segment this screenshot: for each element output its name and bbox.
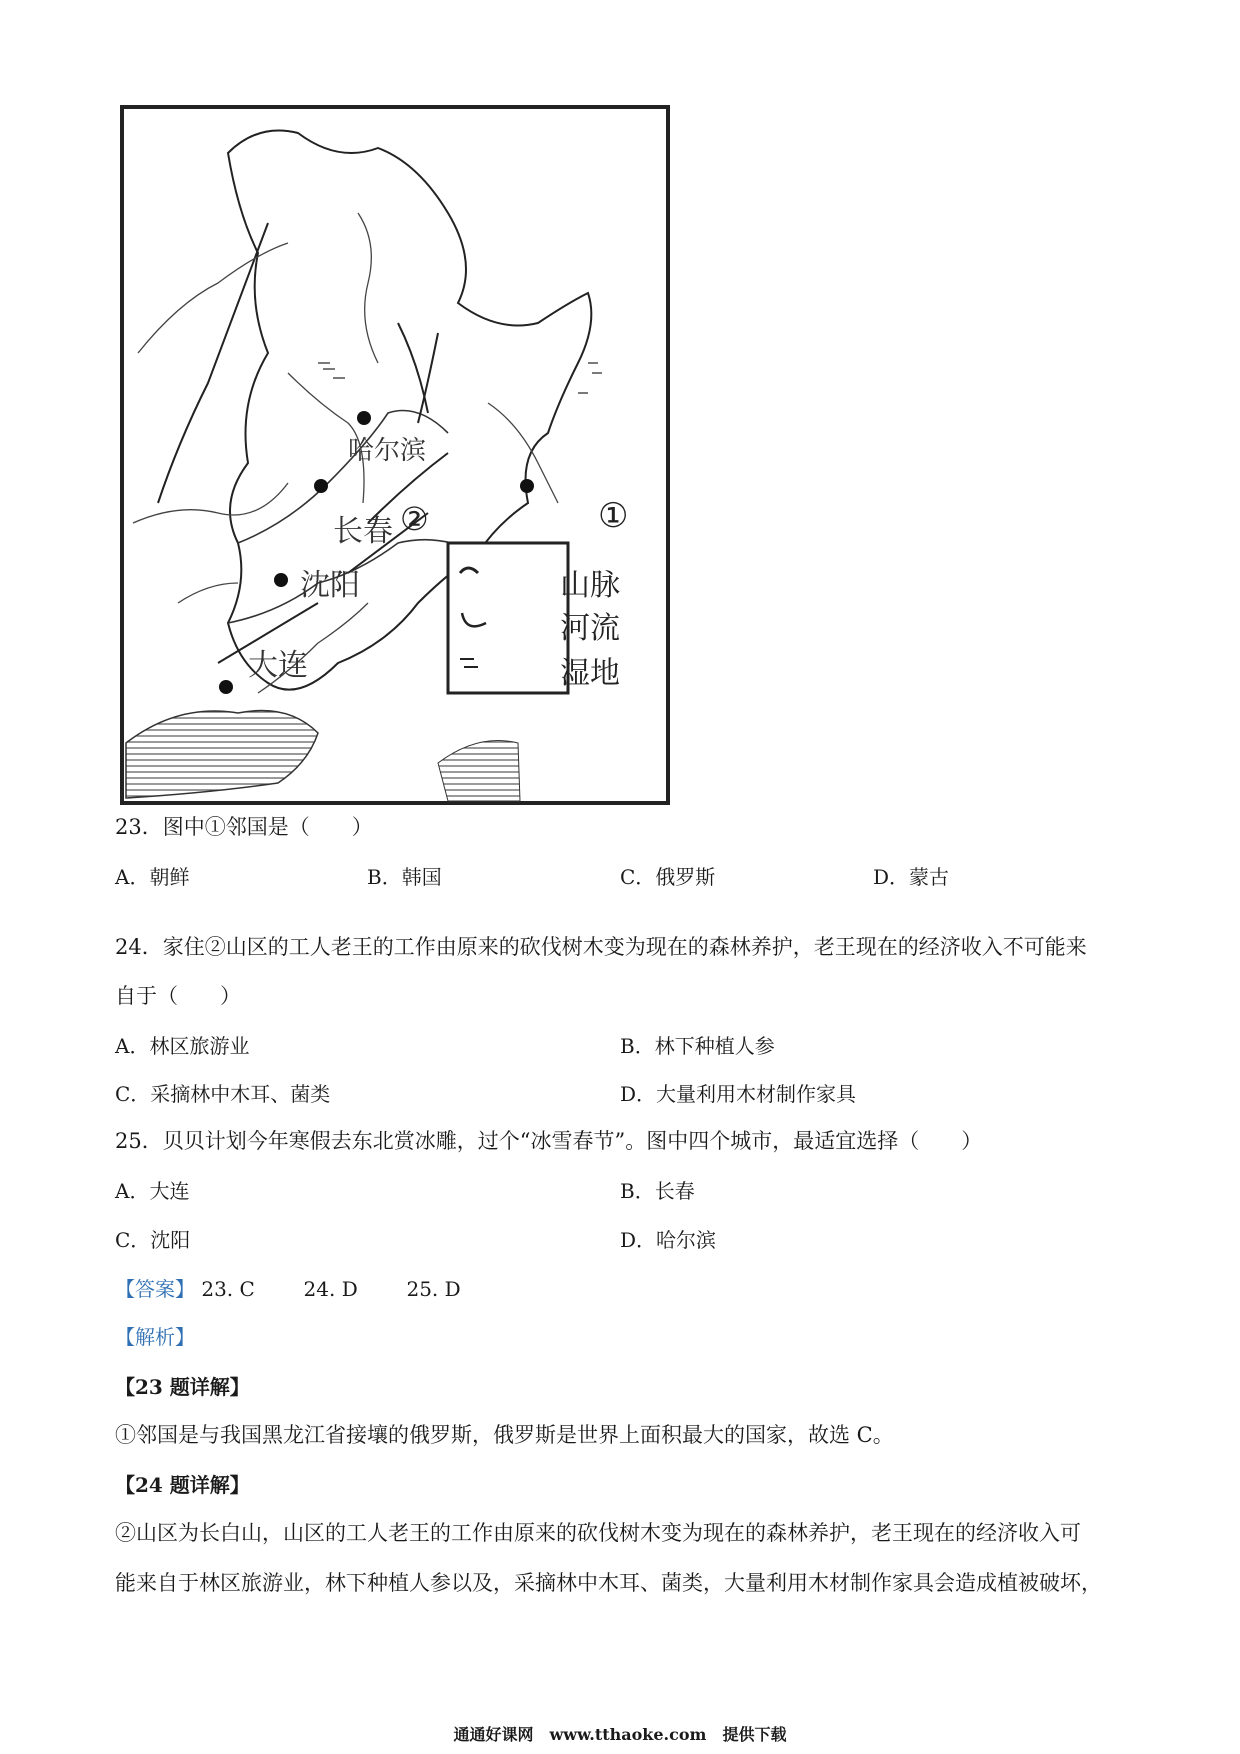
q24-option-b: B．林下种植人参 xyxy=(620,1034,775,1058)
legend-label-river: 河流 xyxy=(560,611,620,646)
map-label-changchun: 长春 xyxy=(333,514,393,549)
legend-label-mountain: 山脉 xyxy=(560,568,620,603)
q25-option-d: D．哈尔滨 xyxy=(620,1228,717,1252)
map-label-dalian: 大连 xyxy=(248,648,308,683)
q23-option-a: A．朝鲜 xyxy=(115,865,190,889)
answer-row xyxy=(115,1274,461,1304)
dalian-dot xyxy=(219,680,233,694)
q23-detail-text: ①邻国是与我国黑龙江省接壤的俄罗斯，俄罗斯是世界上面积最大的国家，故选 C。 xyxy=(115,1423,894,1447)
question-25: 25．贝贝计划今年寒假去东北赏冰雕，过个“冰雪春节”。图中四个城市，最适宜选择（ ） xyxy=(115,1129,983,1153)
answer-23: 23. C xyxy=(201,1277,255,1301)
q24-option-c: C．采摘林中木耳、菌类 xyxy=(115,1082,331,1106)
legend-label-wetland: 湿地 xyxy=(560,656,620,691)
question-24-line2: 自于（ ） xyxy=(115,984,241,1008)
question-23: 23．图中①邻国是（ ） xyxy=(115,815,373,839)
answer-25: 25. D xyxy=(406,1277,461,1301)
q23-option-c: C．俄罗斯 xyxy=(620,865,716,889)
q24-option-a: A．林区旅游业 xyxy=(115,1034,250,1058)
analysis-label: 【解析】 xyxy=(115,1325,195,1349)
q24-detail-line1: ②山区为长白山，山区的工人老王的工作由原来的砍伐树木变为现在的森林养护，老王现在的经济收入可 xyxy=(115,1521,1081,1545)
q25-option-b: B．长春 xyxy=(620,1179,695,1203)
map-label-harbin: 哈尔滨 xyxy=(348,436,427,466)
q24-detail-title: 【24 题详解】 xyxy=(115,1473,250,1497)
page-footer: 通通好课网 www.tthaoke.com 提供下载 xyxy=(453,1725,787,1744)
map-label-marker-1: ① xyxy=(598,496,629,536)
q24-option-d: D．大量利用木材制作家具 xyxy=(620,1082,857,1106)
question-24-line1: 24．家住②山区的工人老王的工作由原来的砍伐树木变为现在的森林养护，老王现在的经济收入不可能来 xyxy=(115,935,1087,959)
q25-option-c: C．沈阳 xyxy=(115,1228,191,1252)
map-label-marker-2: ② xyxy=(400,500,429,538)
answer-24: 24. D xyxy=(303,1277,358,1301)
harbin-dot xyxy=(357,411,371,425)
map-label-shenyang: 沈阳 xyxy=(300,568,360,603)
marker-1-dot xyxy=(520,479,534,493)
q25-option-a: A．大连 xyxy=(115,1179,190,1203)
shenyang-dot xyxy=(274,573,288,587)
q24-detail-line2: 能来自于林区旅游业，林下种植人参以及，采摘林中木耳、菌类，大量利用木材制作家具会造成植被破坏， xyxy=(115,1571,1102,1595)
answer-label: 【答案】 xyxy=(115,1277,195,1301)
changchun-dot xyxy=(314,479,328,493)
q23-option-d: D．蒙古 xyxy=(873,865,950,889)
q23-option-b: B．韩国 xyxy=(367,865,442,889)
q23-detail-title: 【23 题详解】 xyxy=(115,1375,250,1399)
